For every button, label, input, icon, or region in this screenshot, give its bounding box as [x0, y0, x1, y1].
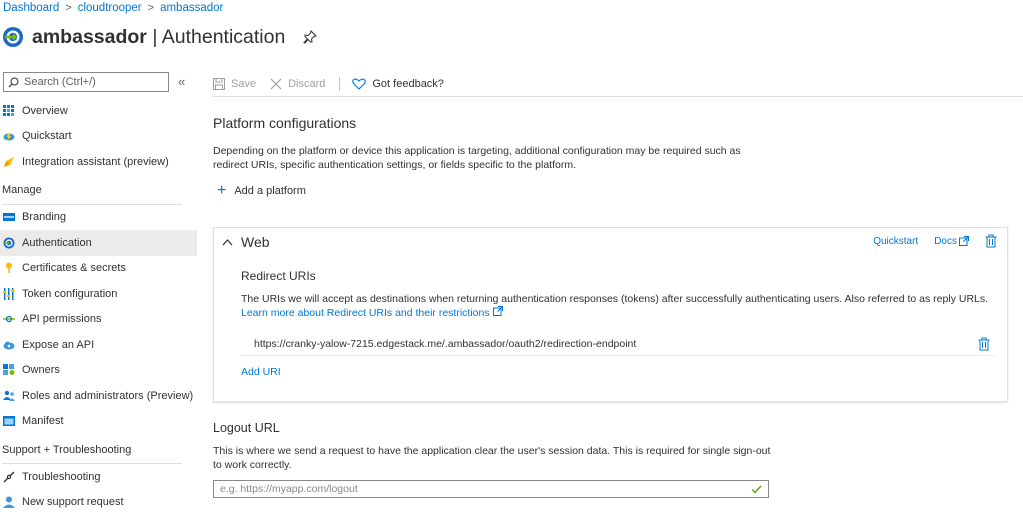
sidebar-item-quickstart[interactable]: [0, 124, 197, 150]
sidebar-item-label: Overview: [22, 104, 68, 117]
sidebar-item-token-configuration[interactable]: [0, 281, 197, 307]
logout-heading: Logout URL: [213, 421, 280, 435]
redirect-desc-text: The URIs we will accept as destinations when returning authentication responses (tokens) after successfully authenticating users. Also referred to as reply URLs.: [241, 293, 989, 305]
sidebar-item-new-support-request[interactable]: [0, 490, 197, 516]
collapse-sidebar-icon[interactable]: «: [178, 74, 186, 89]
sidebar-item-label: Owners: [22, 364, 60, 377]
delete-platform-button[interactable]: [985, 234, 997, 248]
title-separator: |: [152, 25, 162, 48]
key-icon: [3, 262, 15, 274]
trash-icon: [985, 234, 997, 248]
section-heading-support: Support + Troubleshooting: [2, 443, 132, 456]
learn-more-link[interactable]: [241, 307, 503, 319]
breadcrumb-ambassador[interactable]: ambassador: [160, 2, 224, 14]
plus-icon: +: [217, 182, 227, 199]
sidebar-item-expose-api[interactable]: [0, 332, 197, 358]
page-header: [2, 22, 317, 52]
sidebar-item-label: Expose an API: [22, 338, 95, 351]
sidebar-item-label: Authentication: [22, 236, 92, 249]
sidebar-item-roles[interactable]: [0, 383, 197, 409]
add-platform-label: Add a platform: [234, 185, 306, 197]
owners-icon: [3, 364, 15, 376]
wrench-icon: [3, 471, 15, 483]
sidebar-item-label: Manifest: [22, 415, 64, 428]
section-heading-manage: Manage: [2, 184, 42, 196]
sidebar-item-manifest[interactable]: [0, 409, 197, 435]
branding-icon: [3, 211, 15, 223]
sidebar-item-label: Certificates & secrets: [22, 262, 126, 275]
logout-description: This is where we send a request to have the application clear the user's session data. This is required for single sign-out to work correctly.: [213, 445, 771, 471]
external-link-icon: [493, 306, 503, 316]
docs-link[interactable]: [934, 236, 969, 247]
platform-heading: Platform configurations: [213, 115, 357, 131]
sidebar-item-label: New support request: [22, 496, 124, 509]
sliders-icon: [3, 288, 15, 300]
grid-icon: [3, 105, 15, 117]
sidebar-item-integration-assistant[interactable]: [0, 149, 197, 175]
docs-label: Docs: [934, 235, 957, 247]
sidebar-item-overview[interactable]: [0, 98, 197, 124]
learn-more-label: Learn more about Redirect URIs and their restrictions: [241, 307, 490, 319]
redirect-uris-description: [241, 292, 1001, 320]
sidebar-item-label: Token configuration: [22, 287, 118, 300]
close-icon: [270, 78, 282, 90]
sidebar-item-label: Troubleshooting: [22, 470, 101, 483]
add-platform-button[interactable]: [217, 182, 306, 199]
discard-button[interactable]: [270, 78, 325, 90]
sidebar-item-certificates[interactable]: [0, 256, 197, 282]
web-card-links: [857, 234, 997, 248]
breadcrumb-cloudtrooper[interactable]: cloudtrooper: [77, 2, 142, 14]
breadcrumb-separator: >: [65, 2, 72, 14]
redirect-uri-value[interactable]: https://cranky-yalow-7215.edgestack.me/.ambassador/oauth2/redirection-endpoint: [254, 337, 637, 350]
feedback-button[interactable]: [352, 78, 444, 90]
web-card-header[interactable]: [222, 234, 270, 250]
platform-description: Depending on the platform or device this application is targeting, additional configuration may be required such as redirect URIs, specific authentication settings, or fields specific to the platform.: [213, 145, 741, 171]
feedback-label: Got feedback?: [372, 77, 444, 90]
search-placeholder: Search (Ctrl+/): [24, 76, 96, 88]
sidebar-item-label: Roles and administrators (Preview): [22, 389, 194, 402]
manifest-icon: [3, 415, 15, 427]
save-icon: [213, 78, 225, 90]
redirect-uri-row: [241, 332, 996, 356]
toolbar-separator: [339, 77, 340, 91]
sidebar-item-authentication[interactable]: [0, 230, 197, 256]
breadcrumb: [3, 2, 223, 14]
app-registration-icon: [2, 26, 24, 48]
save-label: Save: [231, 77, 257, 90]
logout-url-input[interactable]: [213, 480, 769, 498]
app-name: ambassador: [32, 25, 147, 48]
chevron-up-icon[interactable]: [222, 238, 233, 246]
cloud-lightning-icon: [3, 130, 15, 142]
checkmark-icon: [751, 485, 762, 494]
breadcrumb-dashboard[interactable]: Dashboard: [3, 2, 60, 14]
web-title: Web: [241, 234, 270, 250]
save-button[interactable]: [213, 78, 256, 90]
logout-url-placeholder: e.g. https://myapp.com/logout: [220, 483, 358, 495]
page-title: [32, 26, 285, 49]
search-input[interactable]: [3, 72, 169, 92]
quickstart-link[interactable]: Quickstart: [873, 235, 919, 247]
command-bar: [213, 71, 1023, 97]
sidebar-item-label: Integration assistant (preview): [22, 155, 169, 168]
sidebar-item-branding[interactable]: [0, 205, 197, 231]
rocket-icon: [3, 156, 15, 168]
authentication-icon: [3, 237, 15, 249]
external-link-icon: [959, 236, 969, 246]
pin-icon[interactable]: [303, 30, 317, 44]
section-name: Authentication: [161, 25, 286, 48]
heart-icon: [352, 78, 366, 90]
support-person-icon: [3, 496, 15, 508]
web-platform-card: [213, 227, 1008, 402]
trash-icon[interactable]: [978, 337, 990, 351]
redirect-uris-heading: Redirect URIs: [241, 269, 316, 283]
search-icon: [8, 77, 19, 88]
sidebar-item-label: Branding: [22, 211, 67, 224]
sidebar-item-troubleshooting[interactable]: [0, 464, 197, 490]
sidebar-item-label: API permissions: [22, 313, 102, 326]
breadcrumb-separator: >: [147, 2, 155, 14]
cloud-api-icon: [3, 339, 15, 351]
sidebar-item-label: Quickstart: [22, 130, 72, 143]
api-permissions-icon: [3, 313, 15, 325]
add-uri-link[interactable]: Add URI: [241, 366, 281, 378]
sidebar-item-api-permissions[interactable]: [0, 307, 197, 333]
sidebar-item-owners[interactable]: [0, 358, 197, 384]
sidebar-nav: [0, 98, 197, 515]
roles-icon: [3, 390, 15, 402]
discard-label: Discard: [288, 77, 326, 90]
